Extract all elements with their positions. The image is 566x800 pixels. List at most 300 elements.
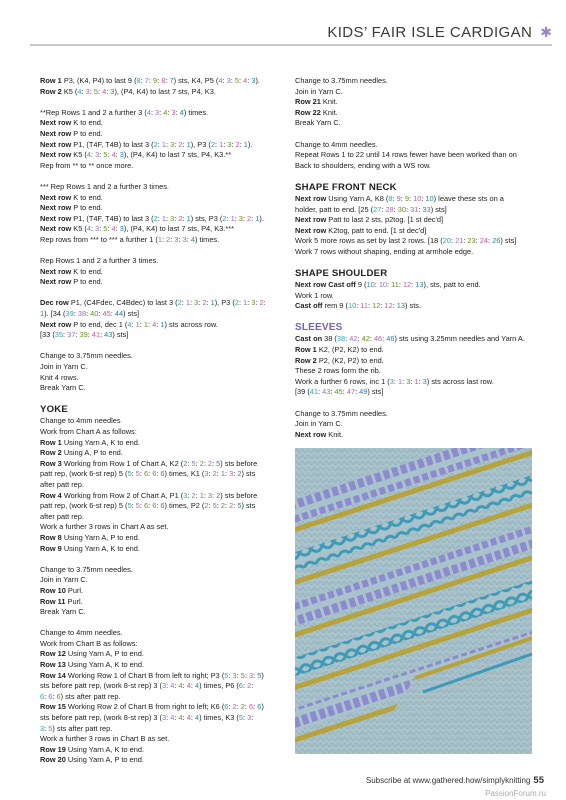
instruction-text: : xyxy=(148,501,153,511)
instruction-text: : xyxy=(206,298,211,308)
row-label: Row 10 xyxy=(40,585,66,595)
header-rule xyxy=(30,44,552,46)
size-value: 2 xyxy=(259,298,264,308)
instruction-text: ), sts, patt to end. xyxy=(423,280,481,290)
size-value: 2 xyxy=(191,490,196,500)
instruction-line xyxy=(295,419,533,430)
size-value: 3 xyxy=(182,234,187,244)
size-value: 5 xyxy=(224,670,229,680)
size-value: 5 xyxy=(234,76,239,85)
instruction-line xyxy=(295,76,533,87)
size-value: 9 xyxy=(153,76,158,85)
section-heading: SHAPE SHOULDER xyxy=(295,268,388,280)
instruction-line xyxy=(40,469,278,480)
instruction-text: : xyxy=(99,150,104,160)
instruction-text: : xyxy=(244,702,249,712)
instruction-text: Change to 4mm needles xyxy=(40,416,121,426)
size-value: 3 xyxy=(194,298,199,308)
instruction-line xyxy=(295,377,533,388)
size-value: 2 xyxy=(153,139,158,149)
row-label: Row 14 xyxy=(40,670,66,680)
size-value: 7 xyxy=(169,76,174,85)
instruction-text: K to end. xyxy=(71,192,103,202)
instruction-text: : xyxy=(230,76,235,85)
size-value: 5 xyxy=(135,501,140,511)
size-value: 3 xyxy=(249,670,254,680)
instruction-text: : xyxy=(81,86,86,96)
instruction-text: : xyxy=(106,86,111,96)
instruction-line xyxy=(40,330,278,341)
size-value: 4 xyxy=(178,681,183,691)
instruction-text: : xyxy=(187,458,192,468)
instruction-text: : xyxy=(222,76,227,85)
instruction-text: ), (P4, K4) to last 7 sts, P4, K3.** xyxy=(123,150,232,160)
line-gap xyxy=(295,129,533,140)
instruction-text: : xyxy=(224,501,230,511)
instruction-text: Purl. xyxy=(65,596,83,606)
size-value: 4 xyxy=(186,713,191,723)
size-value: 3 xyxy=(40,723,45,733)
instruction-text: Break Yarn C. xyxy=(40,607,86,617)
instruction-text: : xyxy=(156,319,161,329)
row-label: Dec row xyxy=(40,298,69,308)
instruction-text: : xyxy=(243,681,248,691)
instruction-text: sts before patt rep, (work 8-st rep) 3 ( xyxy=(40,713,162,723)
instruction-text: : xyxy=(156,501,161,511)
size-value: 11 xyxy=(360,301,368,311)
instruction-text: : xyxy=(345,334,350,344)
instruction-text: : xyxy=(393,204,398,214)
instruction-text: : xyxy=(355,387,360,397)
size-value: 3 xyxy=(207,490,213,500)
instruction-text: P to end. xyxy=(71,203,103,213)
instruction-text: ) xyxy=(261,702,264,712)
instruction-line xyxy=(295,409,533,420)
instruction-text: : xyxy=(418,204,423,214)
instruction-text: Working Row 2 of Chart B from right to left; K6 ( xyxy=(65,702,225,712)
instruction-text: : xyxy=(182,139,187,149)
size-value: 42 xyxy=(361,334,370,344)
instruction-line xyxy=(295,118,533,129)
instruction-text: : xyxy=(402,376,407,386)
instruction-text: Work 1 row. xyxy=(295,290,334,300)
instruction-line xyxy=(40,351,278,362)
instruction-text: : xyxy=(147,319,153,329)
instruction-text: : xyxy=(63,330,68,340)
instruction-text: Rep Rows 1 and 2 a further 3 times. xyxy=(40,256,159,266)
instruction-line xyxy=(295,247,533,258)
size-value: 5 xyxy=(48,723,53,733)
instruction-text: Change to 4mm needles. xyxy=(40,628,123,638)
instruction-text: : xyxy=(387,280,392,290)
row-label: Row 8 xyxy=(40,532,62,542)
size-value: 39 xyxy=(79,330,88,340)
instruction-text: : xyxy=(182,213,187,223)
instruction-text: after patt rep. xyxy=(40,511,84,521)
row-label: Next row xyxy=(295,225,327,235)
instruction-text: Work from Chart B as follows: xyxy=(40,638,138,648)
size-value: 6 xyxy=(249,702,254,712)
row-label: Cast off xyxy=(295,301,323,311)
instruction-line xyxy=(40,309,278,320)
size-value: 3 xyxy=(389,376,394,386)
instruction-text: : xyxy=(216,469,221,479)
size-value: 2 xyxy=(178,139,183,149)
instruction-text: ). xyxy=(247,139,253,149)
instruction-text: Change to 3.75mm needles. xyxy=(295,408,388,418)
instruction-text: : xyxy=(174,213,179,223)
instruction-text: Change to 4mm needles. xyxy=(295,139,378,149)
instruction-line xyxy=(40,373,278,384)
instruction-text: ). xyxy=(259,213,264,223)
instruction-text: : xyxy=(398,280,403,290)
instruction-text: : xyxy=(418,376,423,386)
row-label: Next row xyxy=(295,429,327,439)
size-value: 3 xyxy=(170,213,175,223)
instruction-text: : xyxy=(131,501,136,511)
size-value: 2 xyxy=(229,501,234,511)
size-value: 2 xyxy=(234,298,239,308)
instruction-text: ) sts] xyxy=(123,309,140,319)
cardigan-photo xyxy=(295,448,532,754)
size-value: 37 xyxy=(67,330,76,340)
instruction-text: : xyxy=(165,76,170,85)
instruction-text: : xyxy=(357,334,362,344)
instruction-text: : xyxy=(89,86,94,96)
instruction-text: : xyxy=(175,107,180,117)
instruction-line xyxy=(40,256,278,267)
instruction-line xyxy=(40,660,278,671)
instruction-text: [39 ( xyxy=(295,387,310,397)
instruction-text: : xyxy=(166,139,171,149)
instruction-line xyxy=(295,194,533,205)
instruction-text: ), (P4, K4) to last 7 sts, P4, K3. xyxy=(114,86,216,96)
instruction-text: ) leave these sts on a xyxy=(433,193,504,203)
row-label: Row 1 xyxy=(295,345,317,355)
size-value: 4 xyxy=(86,150,91,160)
instruction-text: : xyxy=(162,234,167,244)
row-label: Row 2 xyxy=(295,355,317,365)
size-value: 1 xyxy=(243,139,248,149)
instruction-text: P1, (T4F, T4B) to last 3 ( xyxy=(71,213,154,223)
size-value: 5 xyxy=(127,469,132,479)
instruction-text: : xyxy=(107,224,112,234)
instruction-line xyxy=(295,345,533,356)
size-value: 3 xyxy=(238,213,243,223)
instruction-line xyxy=(40,203,278,214)
instruction-text: : xyxy=(148,469,153,479)
size-value: 5 xyxy=(212,501,217,511)
instruction-text: Knit. xyxy=(320,107,338,117)
size-value: 4 xyxy=(179,107,184,117)
instruction-text: : xyxy=(100,330,105,340)
size-value: 4 xyxy=(170,713,175,723)
instruction-text: holder, patt to end. [25 ( xyxy=(295,204,374,214)
instruction-text: : xyxy=(190,713,195,723)
instruction-line xyxy=(40,522,278,533)
size-value: 3 xyxy=(204,469,209,479)
instruction-text: ) sts across last row. xyxy=(426,376,494,386)
instruction-text: : xyxy=(228,702,233,712)
instruction-text: : xyxy=(52,691,57,701)
row-label: Next row xyxy=(295,215,327,225)
size-value: 26 xyxy=(492,236,501,246)
size-value: 46 xyxy=(386,334,395,344)
instruction-text: : xyxy=(178,234,183,244)
instruction-text: : xyxy=(208,469,213,479)
instruction-text: Back to shoulders, ending with a WS row. xyxy=(295,160,431,170)
instruction-text: ), P3 ( xyxy=(214,298,235,308)
size-value: 2 xyxy=(240,702,245,712)
size-value: 1 xyxy=(230,213,235,223)
instruction-text: P to end. xyxy=(71,128,103,138)
instruction-text: : xyxy=(189,298,195,308)
size-value: 4 xyxy=(102,86,107,96)
size-value: 4 xyxy=(111,150,116,160)
size-value: 38 xyxy=(336,334,346,344)
instruction-line xyxy=(40,597,278,608)
size-value: 3 xyxy=(119,150,124,160)
instruction-text: 38 ( xyxy=(322,334,337,344)
instruction-text: These 2 rows form the rib. xyxy=(295,366,381,376)
instruction-text: Using Yarn A, K to end. xyxy=(65,660,145,670)
instruction-line xyxy=(40,755,278,766)
instruction-text: Using A, P to end. xyxy=(61,448,123,458)
line-gap xyxy=(40,246,278,257)
size-value: 12 xyxy=(384,301,393,311)
instruction-line xyxy=(40,491,278,502)
watermark: PassionForum.ru xyxy=(485,789,546,798)
instruction-text: : xyxy=(253,670,258,680)
instruction-line xyxy=(295,150,533,161)
instruction-line xyxy=(295,291,533,302)
instruction-line xyxy=(40,235,278,246)
size-value: 4 xyxy=(243,76,248,85)
instruction-text: : xyxy=(463,236,468,246)
size-value: 1 xyxy=(414,376,419,386)
line-gap xyxy=(295,398,533,409)
instruction-text: ), (P4, K4) to last 7 sts, P4, K3.*** xyxy=(123,224,234,234)
instruction-text: : xyxy=(255,298,260,308)
size-value: 2 xyxy=(247,681,252,691)
instruction-text: Join in Yarn C. xyxy=(295,86,343,96)
size-value: 5 xyxy=(103,224,108,234)
instruction-text: : xyxy=(44,691,49,701)
instruction-text: patt rep, (work 6-st rep) 5 ( xyxy=(40,501,128,511)
size-value: 7 xyxy=(144,76,149,85)
instruction-text: ) sts xyxy=(241,501,256,511)
instruction-line xyxy=(40,734,278,745)
size-value: 3 xyxy=(406,376,411,386)
pattern-column-right xyxy=(295,76,533,440)
size-value: 1 xyxy=(186,213,191,223)
size-value: 3 xyxy=(171,107,176,117)
instruction-text: : xyxy=(159,107,164,117)
instruction-text: : xyxy=(392,193,397,203)
instruction-text: Join in Yarn C. xyxy=(40,362,88,372)
size-value: 4 xyxy=(218,76,223,85)
instruction-text: Work a further 3 rows in Chart B as set. xyxy=(40,734,170,744)
size-value: 4 xyxy=(170,681,175,691)
star-icon: ✱ xyxy=(540,23,552,40)
size-value: 27 xyxy=(373,204,382,214)
instruction-text: K2, (P2, K2) to end. xyxy=(316,345,384,355)
instruction-line xyxy=(40,692,278,703)
instruction-text: [33 ( xyxy=(40,330,55,340)
instruction-text: : xyxy=(156,469,161,479)
instruction-text: : xyxy=(166,713,171,723)
size-value: 1 xyxy=(397,376,403,386)
subscribe-text: Subscribe at www.gathered.how/simplyknitting xyxy=(365,776,531,785)
instruction-text: : xyxy=(208,501,213,511)
instruction-text: : xyxy=(408,193,414,203)
size-value: 1 xyxy=(185,298,190,308)
row-label: Row 1 xyxy=(40,76,62,85)
instruction-line xyxy=(295,387,533,398)
instruction-text: : xyxy=(393,376,398,386)
size-value: 23 xyxy=(467,236,476,246)
size-value: 6 xyxy=(40,691,45,701)
row-label: Row 3 xyxy=(40,458,62,468)
instruction-text: : xyxy=(406,204,411,214)
size-value: 4 xyxy=(86,224,91,234)
instruction-text: Working Row 1 of Chart B from left to right; P3 ( xyxy=(65,670,225,680)
row-label: Row 19 xyxy=(40,744,66,754)
page-number: 55 xyxy=(533,775,544,786)
line-gap xyxy=(40,618,278,629)
row-label: Row 20 xyxy=(40,755,66,765)
instruction-text: : xyxy=(212,490,217,500)
row-label: Row 2 xyxy=(40,448,62,458)
instruction-text: Change to 3.75mm needles. xyxy=(40,564,133,574)
size-value: 6 xyxy=(160,501,165,511)
instruction-text: P to end. xyxy=(71,277,103,287)
instruction-text: : xyxy=(233,501,238,511)
instruction-line xyxy=(295,215,533,226)
size-value: 1 xyxy=(243,298,248,308)
line-gap xyxy=(40,171,278,182)
instruction-text: K5 ( xyxy=(71,224,87,234)
size-value: 4 xyxy=(194,713,200,723)
size-value: 3 xyxy=(226,76,231,85)
instruction-text: : xyxy=(90,150,96,160)
size-value: 1 xyxy=(161,213,166,223)
instruction-text: K to end. xyxy=(71,266,103,276)
instruction-text: : xyxy=(216,501,221,511)
instruction-line xyxy=(40,87,278,98)
size-value: 10 xyxy=(413,193,422,203)
instruction-line xyxy=(40,267,278,278)
instruction-text: Using Yarn A, P to end. xyxy=(65,755,144,765)
instruction-line xyxy=(295,236,533,247)
row-label: Next row xyxy=(40,150,72,160)
instruction-line xyxy=(295,140,533,151)
size-value: 4 xyxy=(146,107,151,117)
instruction-line xyxy=(40,459,278,470)
row-label: Next row xyxy=(40,213,72,223)
line-gap xyxy=(40,288,278,299)
row-label: Row 22 xyxy=(295,107,321,117)
instruction-text: *** Rep Rows 1 and 2 a further 3 times. xyxy=(40,181,169,191)
instruction-text: Working from Row 1 of Chart A, K2 ( xyxy=(61,458,184,468)
size-value: 42 xyxy=(349,334,358,344)
size-value: 3 xyxy=(422,376,427,386)
instruction-line xyxy=(295,280,533,291)
instruction-text: : xyxy=(44,723,49,733)
size-value: 2 xyxy=(220,501,225,511)
section-heading: YOKE xyxy=(40,404,68,416)
size-value: 2 xyxy=(183,458,188,468)
size-value: 4 xyxy=(190,234,195,244)
size-value: 28 xyxy=(385,204,394,214)
instruction-text: ) times, P2 ( xyxy=(164,501,205,511)
size-value: 8 xyxy=(388,193,393,203)
instruction-text: 9 ( xyxy=(355,280,367,290)
instruction-text: ) sts] xyxy=(112,330,129,340)
instruction-line xyxy=(40,565,278,576)
size-value: 3 xyxy=(183,490,188,500)
size-value: 39 xyxy=(65,309,74,319)
size-value: 6 xyxy=(143,469,149,479)
size-value: 2 xyxy=(199,458,204,468)
size-value: 20 xyxy=(442,236,451,246)
instruction-text: : xyxy=(253,702,258,712)
instruction-text: Knit. xyxy=(326,429,344,439)
instruction-line xyxy=(40,607,278,618)
size-value: 1 xyxy=(160,319,165,329)
instruction-text: : xyxy=(170,234,175,244)
instruction-line xyxy=(40,224,278,235)
instruction-text: : xyxy=(115,150,120,160)
size-value: 3 xyxy=(227,139,232,149)
instruction-text: Using Yarn A, P to end. xyxy=(61,532,140,542)
size-value: 1 xyxy=(143,319,148,329)
instruction-text: ) sts] xyxy=(367,387,384,397)
instruction-text: : xyxy=(342,387,347,397)
size-value: 3 xyxy=(229,469,234,479)
size-value: 13 xyxy=(415,280,424,290)
instruction-text: : xyxy=(450,236,456,246)
instruction-text: : xyxy=(139,501,144,511)
size-value: 4 xyxy=(163,107,168,117)
size-value: 6 xyxy=(152,469,157,479)
instruction-text: ) sts] xyxy=(430,204,447,214)
size-value: 43 xyxy=(322,387,331,397)
instruction-text: ) sts after patt rep. xyxy=(60,691,121,701)
size-value: 9 xyxy=(396,193,401,203)
line-gap xyxy=(295,171,533,182)
row-label: Row 2 xyxy=(40,86,62,96)
instruction-text: : xyxy=(186,234,191,244)
instruction-text: : xyxy=(318,387,323,397)
instruction-line xyxy=(40,512,278,523)
instruction-text: : xyxy=(392,301,397,311)
instruction-text: Work 7 rows without shaping, ending at armhole edge. xyxy=(295,246,474,256)
instruction-text: : xyxy=(251,681,254,691)
instruction-text: : xyxy=(238,298,244,308)
instruction-text: Break Yarn C. xyxy=(40,383,86,393)
instruction-text: : xyxy=(166,681,171,691)
size-value: 5 xyxy=(127,501,132,511)
instruction-line xyxy=(40,639,278,650)
size-value: 2 xyxy=(222,213,227,223)
instruction-text: Knit 4 rows. xyxy=(40,372,79,382)
instruction-text: : xyxy=(381,204,386,214)
row-label: Next row xyxy=(295,193,327,203)
size-value: 1 xyxy=(161,139,166,149)
instruction-text: : xyxy=(223,139,228,149)
instruction-text: : xyxy=(190,681,195,691)
